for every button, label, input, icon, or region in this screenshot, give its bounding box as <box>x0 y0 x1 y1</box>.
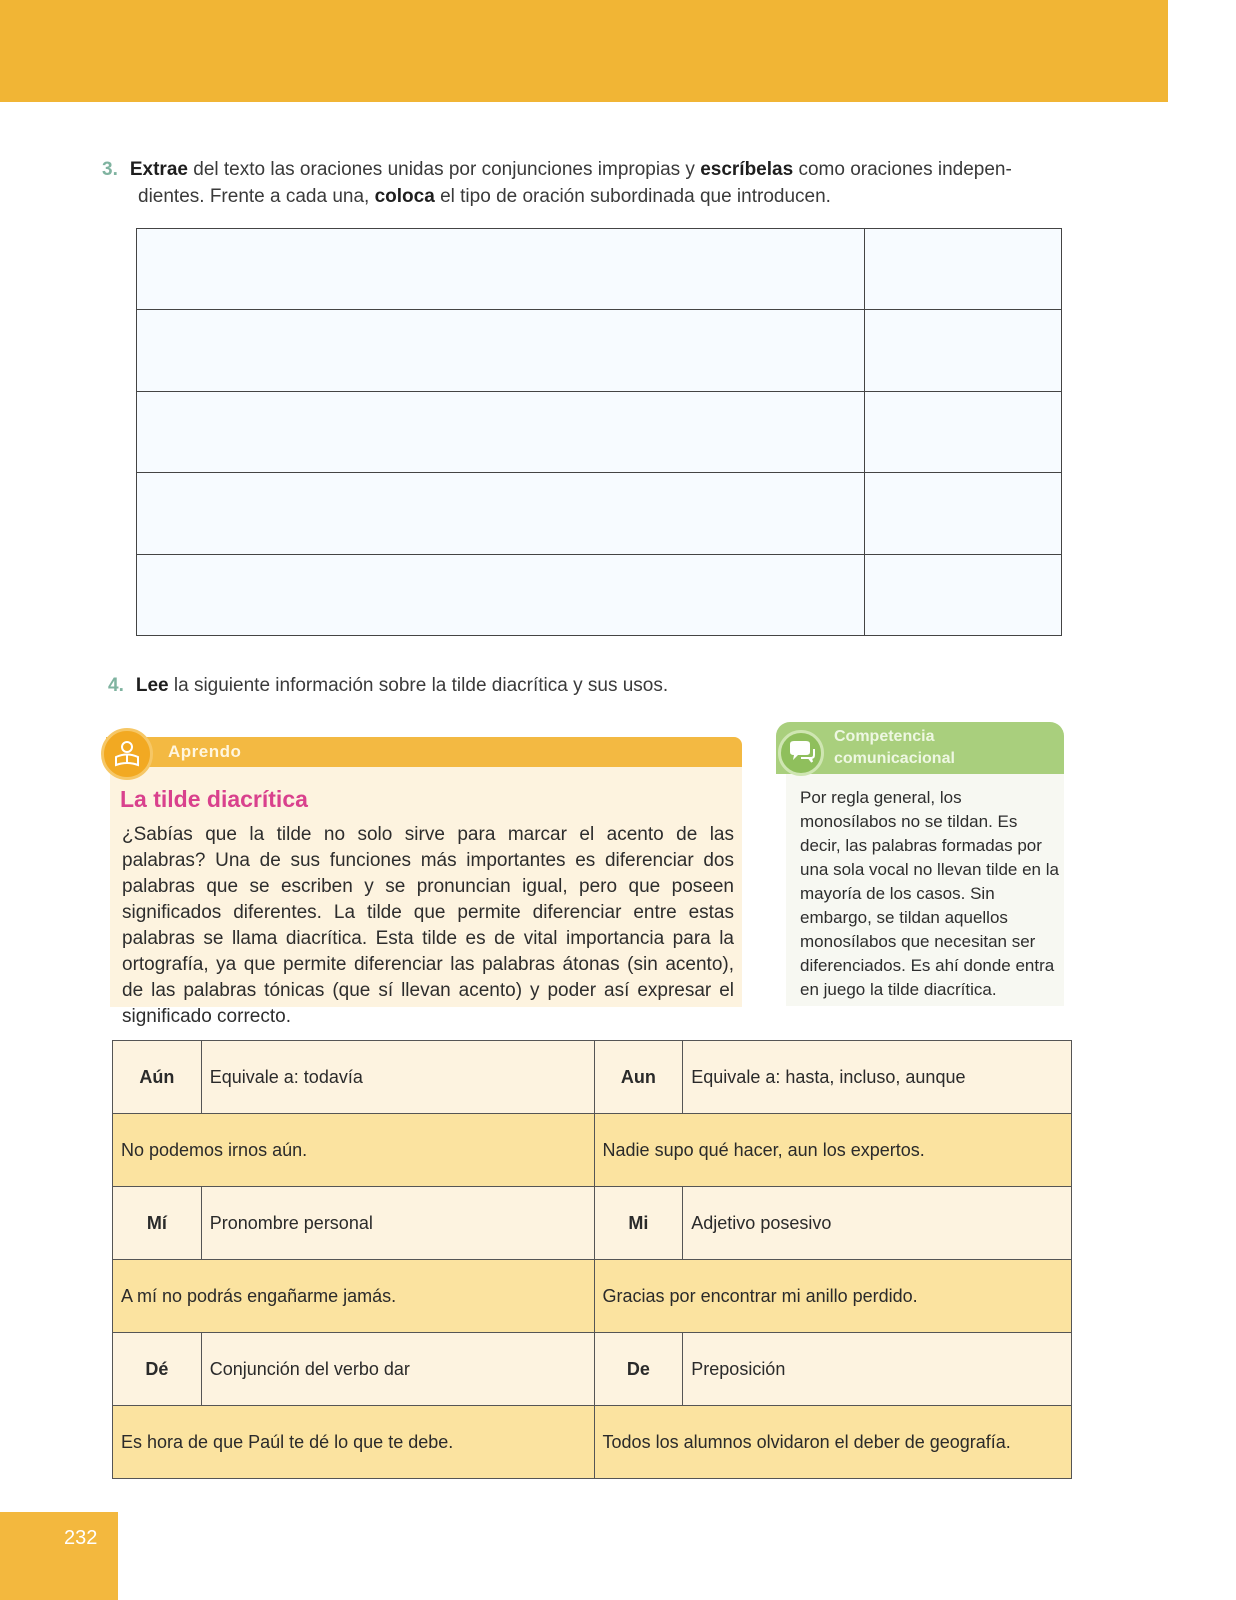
accented-word: Mí <box>113 1187 202 1260</box>
question-number: 3. <box>102 159 118 180</box>
example-row <box>113 1406 1072 1479</box>
example-sentence: No podemos irnos aún. <box>113 1114 595 1187</box>
question-text: como oraciones indepen- <box>793 159 1012 180</box>
page-number: 232 <box>0 1512 118 1600</box>
speech-bubble-icon <box>778 730 824 776</box>
answer-row <box>137 391 1062 472</box>
sentence-cell[interactable] <box>137 310 865 391</box>
answer-row <box>137 554 1062 635</box>
instruction-verb: coloca <box>374 186 435 207</box>
aprendo-header <box>106 737 742 767</box>
tilde-diacritica-table <box>112 1040 1072 1479</box>
answer-row <box>137 310 1062 391</box>
word-meaning: Preposición <box>683 1333 1072 1406</box>
question-text: el tipo de oración subordinada que introducen. <box>434 186 831 207</box>
question-4 <box>108 672 1008 699</box>
example-sentence: A mí no podrás engañarme jamás. <box>113 1260 595 1333</box>
example-row <box>113 1260 1072 1333</box>
sentence-cell[interactable] <box>137 391 865 472</box>
competencia-label-line: comunicacional <box>834 750 955 767</box>
unaccented-word: Aun <box>594 1041 683 1114</box>
question-text: del texto las oraciones unidas por conjunciones impropias y <box>187 159 701 180</box>
unaccented-word: De <box>594 1333 683 1406</box>
accented-word: Dé <box>113 1333 202 1406</box>
answer-table <box>136 228 1062 636</box>
example-row <box>113 1114 1072 1187</box>
sentence-cell[interactable] <box>137 554 865 635</box>
definition-row <box>113 1041 1072 1114</box>
aprendo-title: La tilde diacrítica <box>120 786 308 812</box>
type-cell[interactable] <box>865 391 1062 472</box>
question-number: 4. <box>108 675 124 696</box>
competencia-label-line: Competencia <box>834 728 935 745</box>
instruction-verb: escríbelas <box>700 159 794 180</box>
definition-row <box>113 1333 1072 1406</box>
word-meaning: Equivale a: todavía <box>201 1041 594 1114</box>
type-cell[interactable] <box>865 473 1062 554</box>
top-color-band <box>0 0 1168 102</box>
word-meaning: Pronombre personal <box>201 1187 594 1260</box>
word-meaning: Equivale a: hasta, incluso, aunque <box>683 1041 1072 1114</box>
answer-row <box>137 229 1062 310</box>
example-sentence: Todos los alumnos olvidaron el deber de geografía. <box>594 1406 1071 1479</box>
competencia-body: Por regla general, los monosílabos no se tildan. Es decir, las palabras formadas por una sola vocal no llevan tilde en la mayoría de los casos. Sin embargo, se tildan aquellos monosílabos que necesitan ser diferenciados. Es ahí donde entra en juego la tilde diacrítica. <box>800 788 1059 999</box>
reader-icon <box>101 728 153 780</box>
instruction-verb: Lee <box>135 675 169 696</box>
type-cell[interactable] <box>865 229 1062 310</box>
question-text: la siguiente información sobre la tilde diacrítica y sus usos. <box>168 675 669 696</box>
answer-row <box>137 473 1062 554</box>
question-text: dientes. Frente a cada una, <box>138 186 375 207</box>
competencia-label <box>834 726 955 770</box>
sentence-cell[interactable] <box>137 229 865 310</box>
accented-word: Aún <box>113 1041 202 1114</box>
example-sentence: Es hora de que Paúl te dé lo que te debe. <box>113 1406 595 1479</box>
example-sentence: Gracias por encontrar mi anillo perdido. <box>594 1260 1071 1333</box>
type-cell[interactable] <box>865 554 1062 635</box>
sentence-cell[interactable] <box>137 473 865 554</box>
definition-row <box>113 1187 1072 1260</box>
instruction-verb: Extrae <box>129 159 188 180</box>
question-3 <box>102 156 1062 210</box>
type-cell[interactable] <box>865 310 1062 391</box>
aprendo-body: ¿Sabías que la tilde no solo sirve para marcar el acento de las palabras? Una de sus funciones más importantes es diferenciar dos palabras que se escriben y se pronuncian igual, pero que poseen significados diferentes. La tilde que permite diferenciar entre estas palabras se llama diacrítica. Esta tilde es de vital importancia para la ortografía, ya que permite diferenciar las palabras átonas (sin acento), de las palabras tónicas (que sí llevan acento) y poder así expresar el significado correcto. <box>122 824 734 1027</box>
unaccented-word: Mi <box>594 1187 683 1260</box>
example-sentence: Nadie supo qué hacer, aun los expertos. <box>594 1114 1071 1187</box>
word-meaning: Adjetivo posesivo <box>683 1187 1072 1260</box>
word-meaning: Conjunción del verbo dar <box>201 1333 594 1406</box>
aprendo-label: Aprendo <box>168 742 242 761</box>
